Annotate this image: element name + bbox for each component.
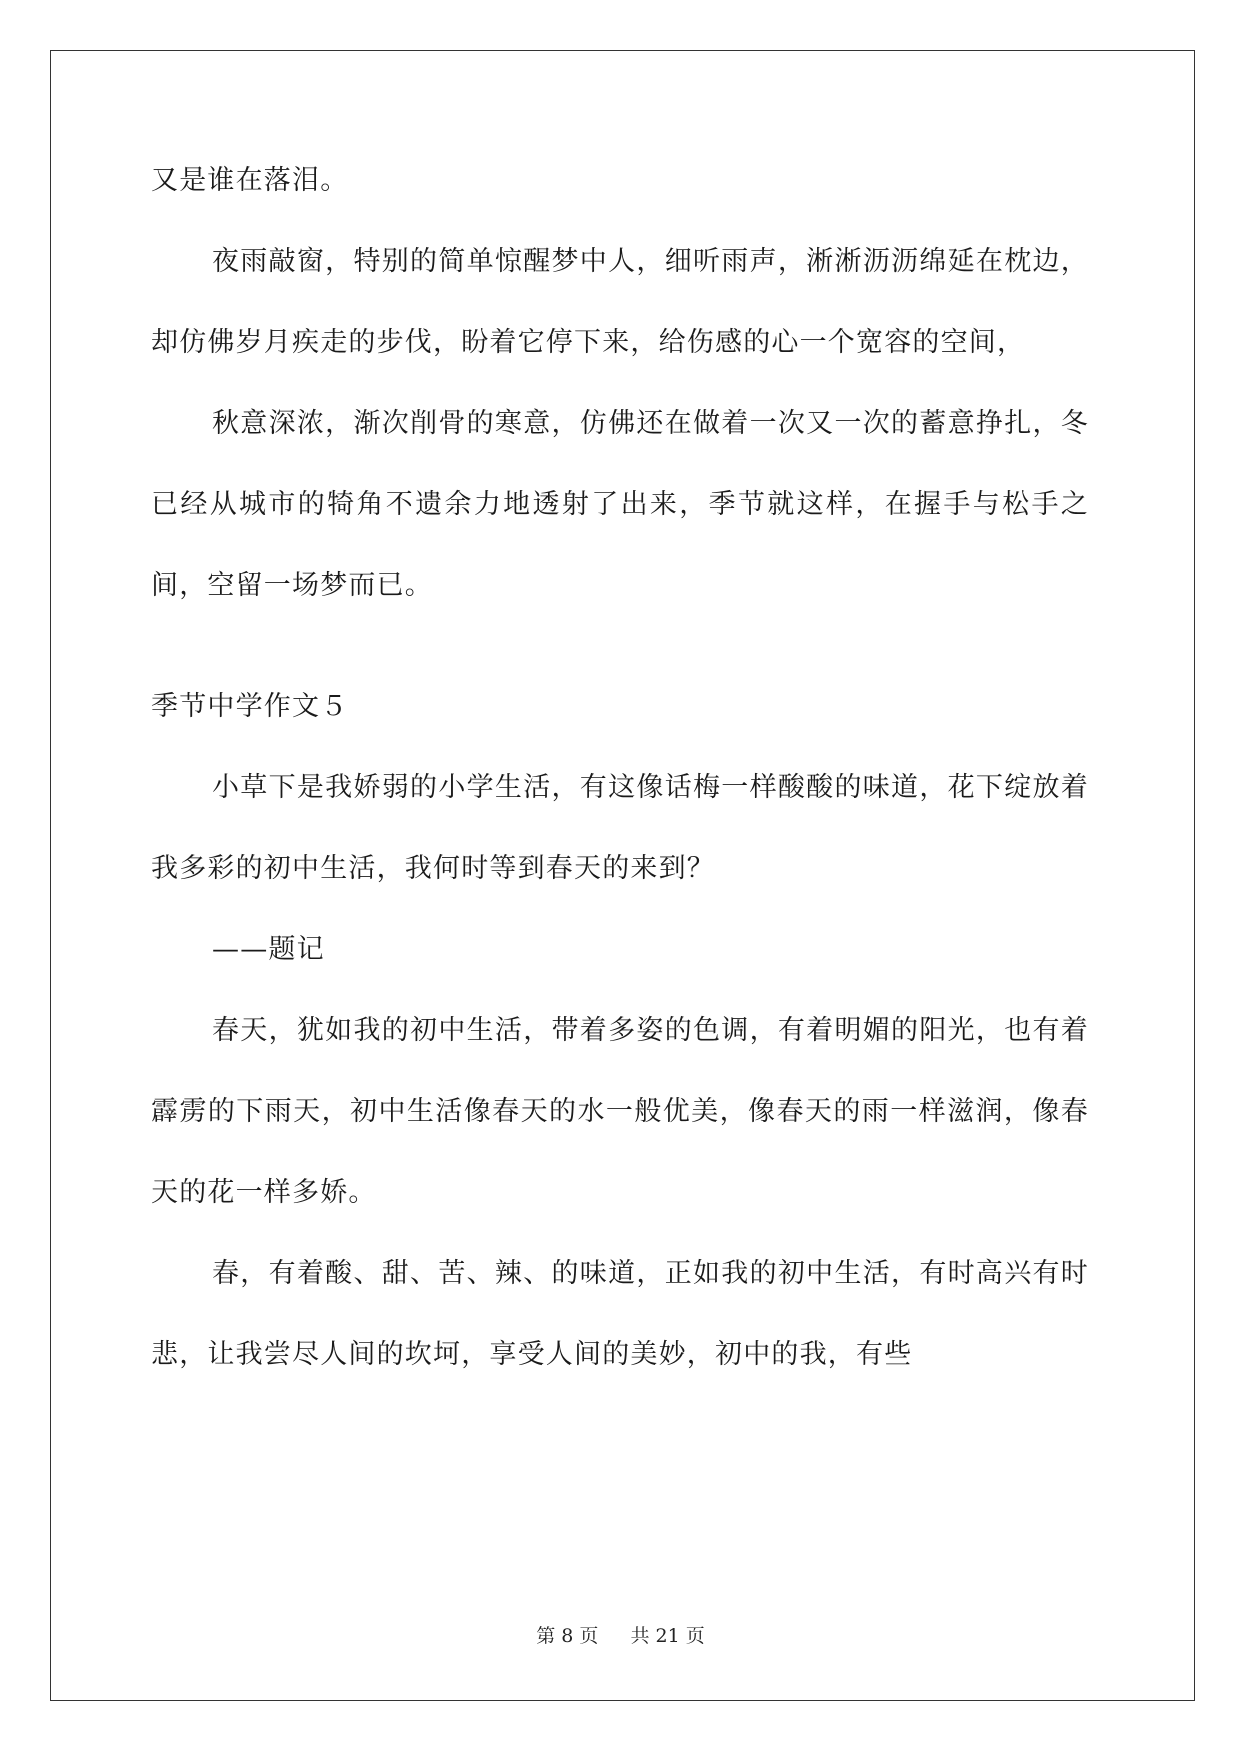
paragraph: 秋意深浓，渐次削骨的寒意，仿佛还在做着一次又一次的蓄意挣扎，冬已经从城市的犄角不遗余力地透射了出来，季节就这样，在握手与松手之间，空留一场梦而已。 — [151, 408, 1089, 601]
paragraph: 又是谁在落泪。 — [151, 165, 349, 196]
current-page-label: 第 8 页 — [536, 1625, 599, 1647]
total-pages-label: 共 21 页 — [630, 1625, 705, 1647]
paragraph: 春天，犹如我的初中生活，带着多姿的色调，有着明媚的阳光，也有着霹雳的下雨天，初中生活像春天的水一般优美，像春天的雨一样滋润，像春天的花一样多娇。 — [151, 1015, 1089, 1208]
epigraph-attribution: ——题记 — [212, 934, 325, 965]
paragraph: 春，有着酸、甜、苦、辣、的味道，正如我的初中生活，有时高兴有时悲，让我尝尽人间的坎坷，享受人间的美妙，初中的我，有些 — [151, 1258, 1089, 1370]
document-body — [151, 140, 1089, 1395]
paragraph: 夜雨敲窗，特别的简单惊醒梦中人，细听雨声，淅淅沥沥绵延在枕边，却仿佛岁月疾走的步伐，盼着它停下来，给伤感的心一个宽容的空间， — [151, 246, 1089, 358]
section-title: 季节中学作文５ — [151, 691, 349, 722]
page-footer — [0, 1621, 1241, 1648]
paragraph: 小草下是我娇弱的小学生活，有这像话梅一样酸酸的味道，花下绽放着我多彩的初中生活，我何时等到春天的来到？ — [151, 772, 1089, 884]
